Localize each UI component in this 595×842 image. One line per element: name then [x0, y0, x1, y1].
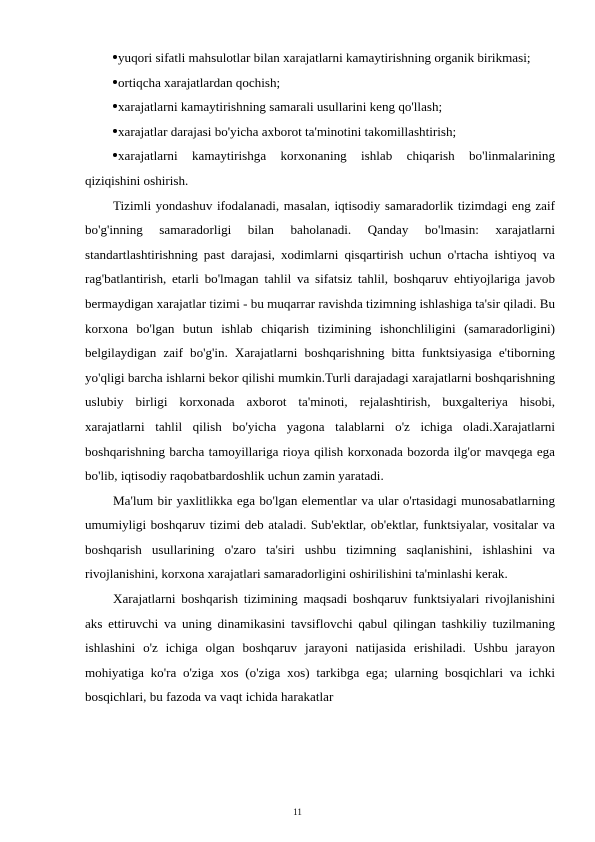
body-paragraph: Xarajatlarni boshqarish tizimining maqsadi boshqaruv funktsiyalari rivojlanishini aks ettiruvchi va uning dinamikasini tavsiflovchi qabul qilingan tashkiliy tuzilmaning ishlashini o'z ichiga olgan boshqaruv jarayoni natijasida erishiladi. Ushbu jarayon mohiyatiga ko'ra o'ziga xos (o'ziga xos) tarkibga ega; ularning bosqichlari va ichki bosqichlari, bu fazoda va vaqt ichida harakatlar	[85, 591, 555, 705]
bullet-text: xarajatlar darajasi bo'yicha axborot ta'minotini takomillashtirish;	[118, 123, 457, 139]
bullet-icon	[113, 153, 117, 157]
bullet-item	[85, 46, 555, 71]
bullet-text: xarajatlarni kamaytirishga korxonaning ishlab chiqarish bo'linmalarining qiziqishini oshirish.	[85, 148, 555, 188]
body-paragraph: Ma'lum bir yaxlitlikka ega bo'lgan elementlar va ular o'rtasidagi munosabatlarning umumiyligi boshqaruv tizimi deb ataladi. Sub'ektlar, ob'ektlar, funktsiyalar, vositalar va boshqarish usullarining o'zaro ta'siri ushbu tizimning saqlanishini, ishlashini va rivojlanishini, korxona xarajatlari samaradorligini oshirilishini ta'minlashi kerak.	[85, 492, 555, 582]
bullet-icon	[113, 104, 117, 108]
bullet-item	[85, 95, 555, 120]
bullet-icon	[113, 129, 117, 133]
bullet-item	[85, 144, 555, 193]
bullet-icon	[113, 55, 117, 59]
page-number: 11	[293, 807, 302, 817]
bullet-text: xarajatlarni kamaytirishning samarali usullarini keng qo'llash;	[118, 99, 443, 115]
bullet-item	[85, 120, 555, 145]
body-paragraph: Tizimli yondashuv ifodalanadi, masalan, iqtisodiy samaradorlik tizimdagi eng zaif bo'g'inning samaradorligi bilan baholanadi. Qanday bo'lmasin: xarajatlarni standartlashtirishning past darajasi, xodimlarni qisqartirish uchun o'rtacha ishtiyoq va rag'batlantirish, etarli bo'lmagan tahlil va sifatsiz tahlil, boshqaruv ehtiyojlariga javob bermaydigan xarajatlar tizimi - bu muqarrar ravishda tizimning ishlashiga ta'sir qiladi. Bu korxona bo'lgan butun ishlab chiqarish tizimining ishonchliligini (samaradorligini) belgilaydigan zaif bo'g'in. Xarajatlarni boshqarishning bitta funktsiyasiga e'tiborning yo'qligi barcha ishlarni bekor qilishi mumkin.Turli darajadagi xarajatlarni boshqarishning uslubiy birligi korxonada axborot ta'minoti, rejalashtirish, buxgalteriya hisobi, xarajatlarni tahlil qilish bo'yicha yagona talablarni o'z ichiga oladi.Xarajatlarni boshqarishning barcha tamoyillariga rioya qilish korxonada bozorda ilg'or mavqega ega bo'lib, iqtisodiy raqobatbardoshlik uchun zamin yaratadi.	[85, 197, 555, 484]
document-page	[85, 46, 555, 710]
bullet-text: yuqori sifatli mahsulotlar bilan xarajatlarni kamaytirishning organik birikmasi;	[118, 50, 531, 65]
bullet-icon	[113, 80, 117, 84]
bullet-item	[85, 71, 555, 96]
bullet-text: ortiqcha xarajatlardan qochish;	[118, 74, 281, 90]
